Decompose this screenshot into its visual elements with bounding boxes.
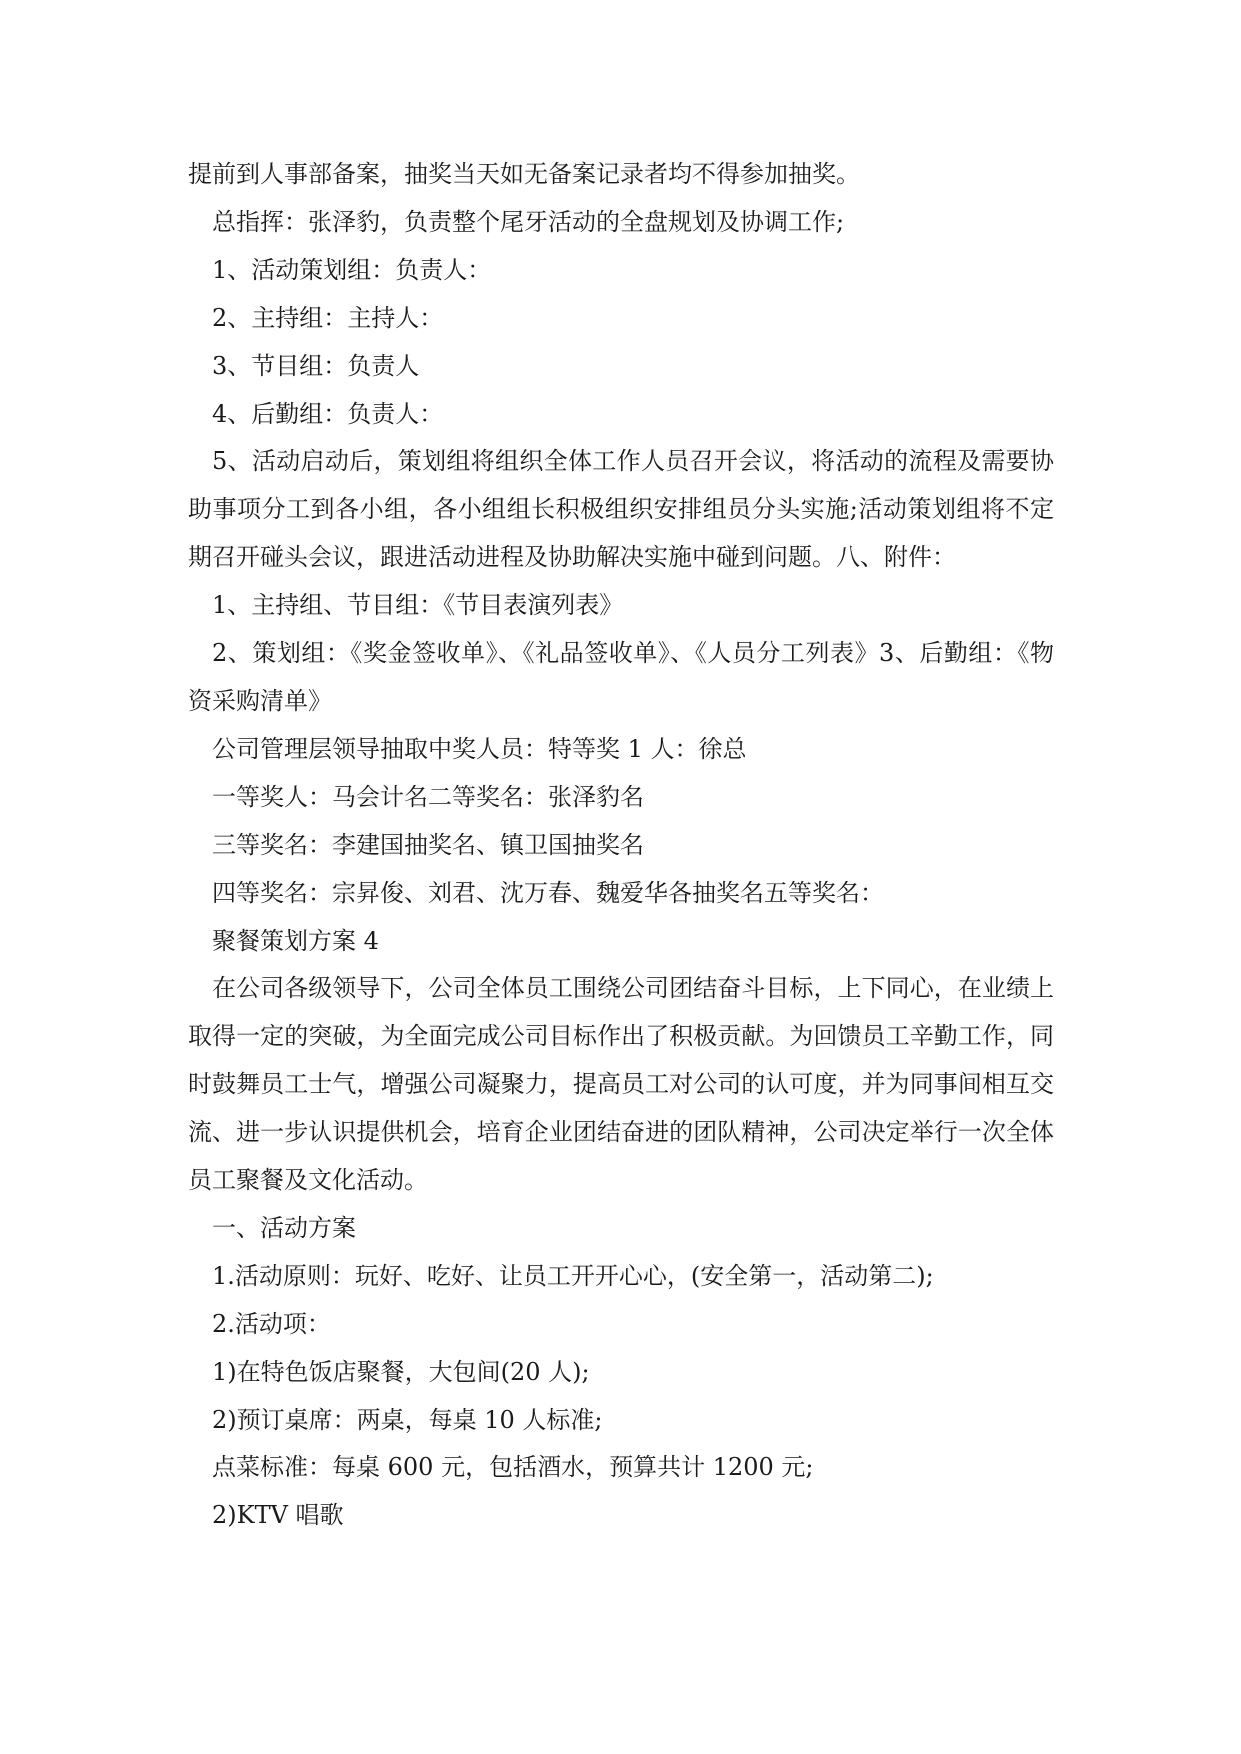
list-item-ktv: 2)KTV 唱歌 bbox=[212, 1501, 344, 1530]
paragraph-program-group: 3、节目组：负责人 bbox=[212, 351, 420, 380]
list-item-table-booking: 2)预订桌席：两桌，每桌 10 人标准; bbox=[212, 1405, 603, 1434]
paragraph-attachment-2: 2、策划组：《奖金签收单》、《礼品签收单》、《人员分工列表》3、后勤组：《物资采购清单》 bbox=[188, 639, 1054, 715]
section-heading-activity-plan: 一、活动方案 bbox=[212, 1213, 356, 1242]
paragraph-kickoff: 5、活动启动后，策划组将组织全体工作人员召开会议，将活动的流程及需要协助事项分工到各小组，各小组组长积极组织安排组员分头实施;活动策划组将不定期召开碰头会议，跟进活动进程及协助解决实施中碰到问题。八、附件： bbox=[188, 447, 1054, 572]
paragraph-host-group: 2、主持组：主持人： bbox=[212, 303, 444, 332]
document-body bbox=[188, 151, 1054, 1540]
paragraph-fourth-fifth-prize: 四等奖名：宗昇俊、刘君、沈万春、魏爱华各抽奖名五等奖名： bbox=[212, 878, 884, 907]
paragraph-activity-principle: 1.活动原则：玩好、吃好、让员工开开心心，(安全第一，活动第二); bbox=[212, 1261, 934, 1290]
section-heading-plan-4: 聚餐策划方案 4 bbox=[212, 926, 379, 955]
paragraph-introduction: 在公司各级领导下，公司全体员工围绕公司团结奋斗目标，上下同心，在业绩上取得一定的突破，为全面完成公司目标作出了积极贡献。为回馈员工辛勤工作，同时鼓舞员工士气，增强公司凝聚力，提高员工对公司的认可度，并为同事间相互交流、进一步认识提供机会，培育企业团结奋进的团队精神，公司决定举行一次全体员工聚餐及文化活动。 bbox=[188, 974, 1054, 1195]
paragraph-registration-note: 提前到人事部备案，抽奖当天如无备案记录者均不得参加抽奖。 bbox=[188, 160, 860, 188]
paragraph-commander: 总指挥：张泽豹，负责整个尾牙活动的全盘规划及协调工作; bbox=[212, 207, 845, 236]
list-item-dinner: 1)在特色饭店聚餐，大包间(20 人); bbox=[212, 1357, 590, 1386]
paragraph-grand-prize: 公司管理层领导抽取中奖人员：特等奖 1 人：徐总 bbox=[212, 734, 747, 763]
paragraph-third-prize: 三等奖名：李建国抽奖名、镇卫国抽奖名 bbox=[212, 830, 644, 859]
paragraph-menu-standard: 点菜标准：每桌 600 元，包括酒水，预算共计 1200 元; bbox=[212, 1453, 814, 1482]
paragraph-activity-items: 2.活动项： bbox=[212, 1309, 331, 1338]
paragraph-logistics-group: 4、后勤组：负责人： bbox=[212, 399, 444, 428]
paragraph-planning-group: 1、活动策划组：负责人： bbox=[212, 255, 492, 284]
paragraph-attachment-1: 1、主持组、节目组：《节目表演列表》 bbox=[212, 591, 624, 620]
paragraph-first-second-prize: 一等奖人：马会计名二等奖名：张泽豹名 bbox=[212, 782, 644, 811]
